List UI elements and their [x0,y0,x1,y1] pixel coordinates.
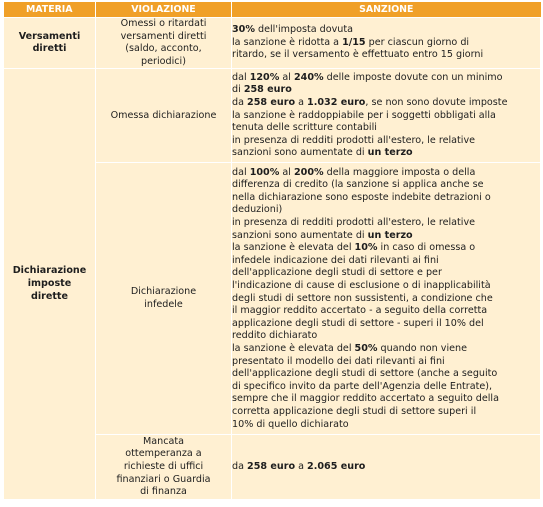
text-run: sempre che il maggior reddito accertato a seguito della [232,393,499,405]
cell-line [232,192,540,205]
cell-line [232,330,540,343]
cell-line [232,49,540,62]
violazione-cell [96,18,232,69]
header-violazione: VIOLAZIONE [96,2,232,18]
cell-line [232,280,540,293]
highlight-value: 120% [249,71,280,83]
cell-line [232,242,540,255]
cell-line [232,318,540,331]
text-run: dal [232,166,250,178]
cell-line [232,406,540,419]
cell-line [232,72,540,85]
text-run: dell'imposta dovuta [254,24,353,36]
highlight-value: 2.065 euro [307,461,366,473]
cell-line: ottemperanza a [125,448,202,460]
text-run: di [232,84,244,96]
materia-line: Versamenti [18,30,81,42]
cell-line [232,267,540,280]
cell-line [232,110,540,123]
highlight-value: 200% [293,166,324,178]
cell-line [232,305,540,318]
cell-line [232,343,540,356]
materia-line: dirette [30,290,69,302]
cell-line: (saldo, acconto, [125,43,202,55]
text-run: infedele indicazione dei dati rilevanti ai fini [232,254,439,266]
text-run: la sanzione è elevata del [232,242,355,254]
text-run: ritardo, se il versamento è effettuato entro 15 giorni [232,49,484,61]
cell-line [232,167,540,180]
sanzione-cell [232,163,541,435]
text-run: al [279,166,294,178]
sanzione-cell [232,435,541,500]
sanzione-cell [232,18,541,69]
text-run: , se non sono dovute imposte [365,96,508,108]
text-run: in presenza di redditi prodotti all'estero, le relative [232,217,476,229]
text-run: la sanzione è ridotta a [232,36,343,48]
cell-line [232,147,540,160]
highlight-value: un terzo [367,229,413,241]
highlight-value: 100% [249,166,280,178]
text-run: la sanzione è elevata del [232,342,355,354]
materia-line: imposte [27,278,72,290]
cell-line [232,37,540,50]
text-run: 10% di quello dichiarato [232,418,349,430]
materia-line: diretti [32,43,67,55]
cell-line: Omessa dichiarazione [110,109,217,121]
highlight-value: 1/15 [342,36,366,48]
highlight-value: 258 euro [247,96,296,108]
cell-line [232,122,540,135]
highlight-value: 258 euro [247,461,296,473]
header-sanzione: SANZIONE [232,2,541,18]
cell-line: Omessi o ritardati [120,18,207,29]
text-run: dell'applicazione degli studi di settore (anche a seguito [232,368,498,380]
text-run: al [279,71,294,83]
text-run: per ciascun giorno di [365,36,470,48]
text-run: degli studi di settore non sussistenti, a condizione che [232,292,493,304]
violazione-cell [96,435,232,500]
cell-line [232,179,540,192]
cell-line [232,461,540,474]
highlight-value: 1.032 euro [307,96,366,108]
cell-line [232,97,540,110]
highlight-value: 240% [293,71,324,83]
header-materia: MATERIA [4,2,96,18]
cell-line [232,293,540,306]
cell-line [232,381,540,394]
sanzione-cell [232,69,541,163]
text-run: corretta applicazione degli studi di settore superi il [232,405,477,417]
text-run: della maggiore imposta o della [323,166,476,178]
text-run: quando non viene [377,342,467,354]
text-run: da [232,96,248,108]
cell-line [232,419,540,432]
cell-line: periodici) [141,55,186,67]
text-run: a [295,96,308,108]
cell-line: Mancata [142,435,185,447]
cell-line: di finanza [140,486,187,498]
cell-line [232,84,540,97]
text-run: a [295,461,308,473]
materia-cell [4,18,96,69]
text-run: differenza di credito (la sanzione si applica anche se [232,179,484,191]
cell-line [232,204,540,217]
cell-line [232,24,540,37]
text-run: in presenza di redditi prodotti all'estero, le relative [232,134,476,146]
cell-line [232,356,540,369]
highlight-value: 258 euro [243,84,292,96]
table-header-row [4,2,541,18]
cell-line [232,393,540,406]
text-run: sanzioni sono aumentate di [232,147,368,159]
text-run: delle imposte dovute con un minimo [323,71,503,83]
highlight-value: 30% [232,24,255,36]
cell-line: richieste di uffici [123,461,204,473]
text-run: presentato il modello dei dati rilevanti ai fini [232,355,445,367]
text-run: da [232,461,248,473]
sanzioni-table [3,2,541,500]
cell-line: Dichiarazione [130,286,197,298]
text-run: il maggior reddito accertato - a seguito della corretta [232,305,488,317]
cell-line: infedele [144,298,183,310]
text-run: nella dichiarazione sono esposte indebite detrazioni o [232,191,491,203]
text-run: reddito dichiarato [232,330,318,342]
violazione-cell [96,163,232,435]
highlight-value: un terzo [367,147,413,159]
text-run: tenuta delle scritture contabili [232,122,377,134]
cell-line [232,135,540,148]
table-row [4,69,541,163]
cell-line: versamenti diretti [120,30,207,42]
text-run: deduzioni) [232,204,283,216]
materia-line: Dichiarazione [12,265,87,277]
cell-line [232,230,540,243]
text-run: applicazione degli studi di settore - superi il 10% del [232,317,484,329]
highlight-value: 10% [354,242,378,254]
violazione-cell [96,69,232,163]
text-run: la sanzione è raddoppiabile per i soggetti obbligati alla [232,109,496,121]
text-run: l'indicazione di cause di esclusione o di inapplicabilità [232,279,491,291]
text-run: sanzioni sono aumentate di [232,229,368,241]
highlight-value: 50% [354,342,378,354]
text-run: di specifico invito da parte dell'Agenzia delle Entrate), [232,380,493,392]
materia-cell [4,69,96,500]
table-row [4,18,541,69]
cell-line [232,217,540,230]
cell-line: finanziari o Guardia [116,473,211,485]
cell-line [232,255,540,268]
text-run: dal [232,71,250,83]
text-run: dell'applicazione degli studi di settore e per [232,267,442,279]
cell-line [232,368,540,381]
text-run: in caso di omessa o [377,242,476,254]
